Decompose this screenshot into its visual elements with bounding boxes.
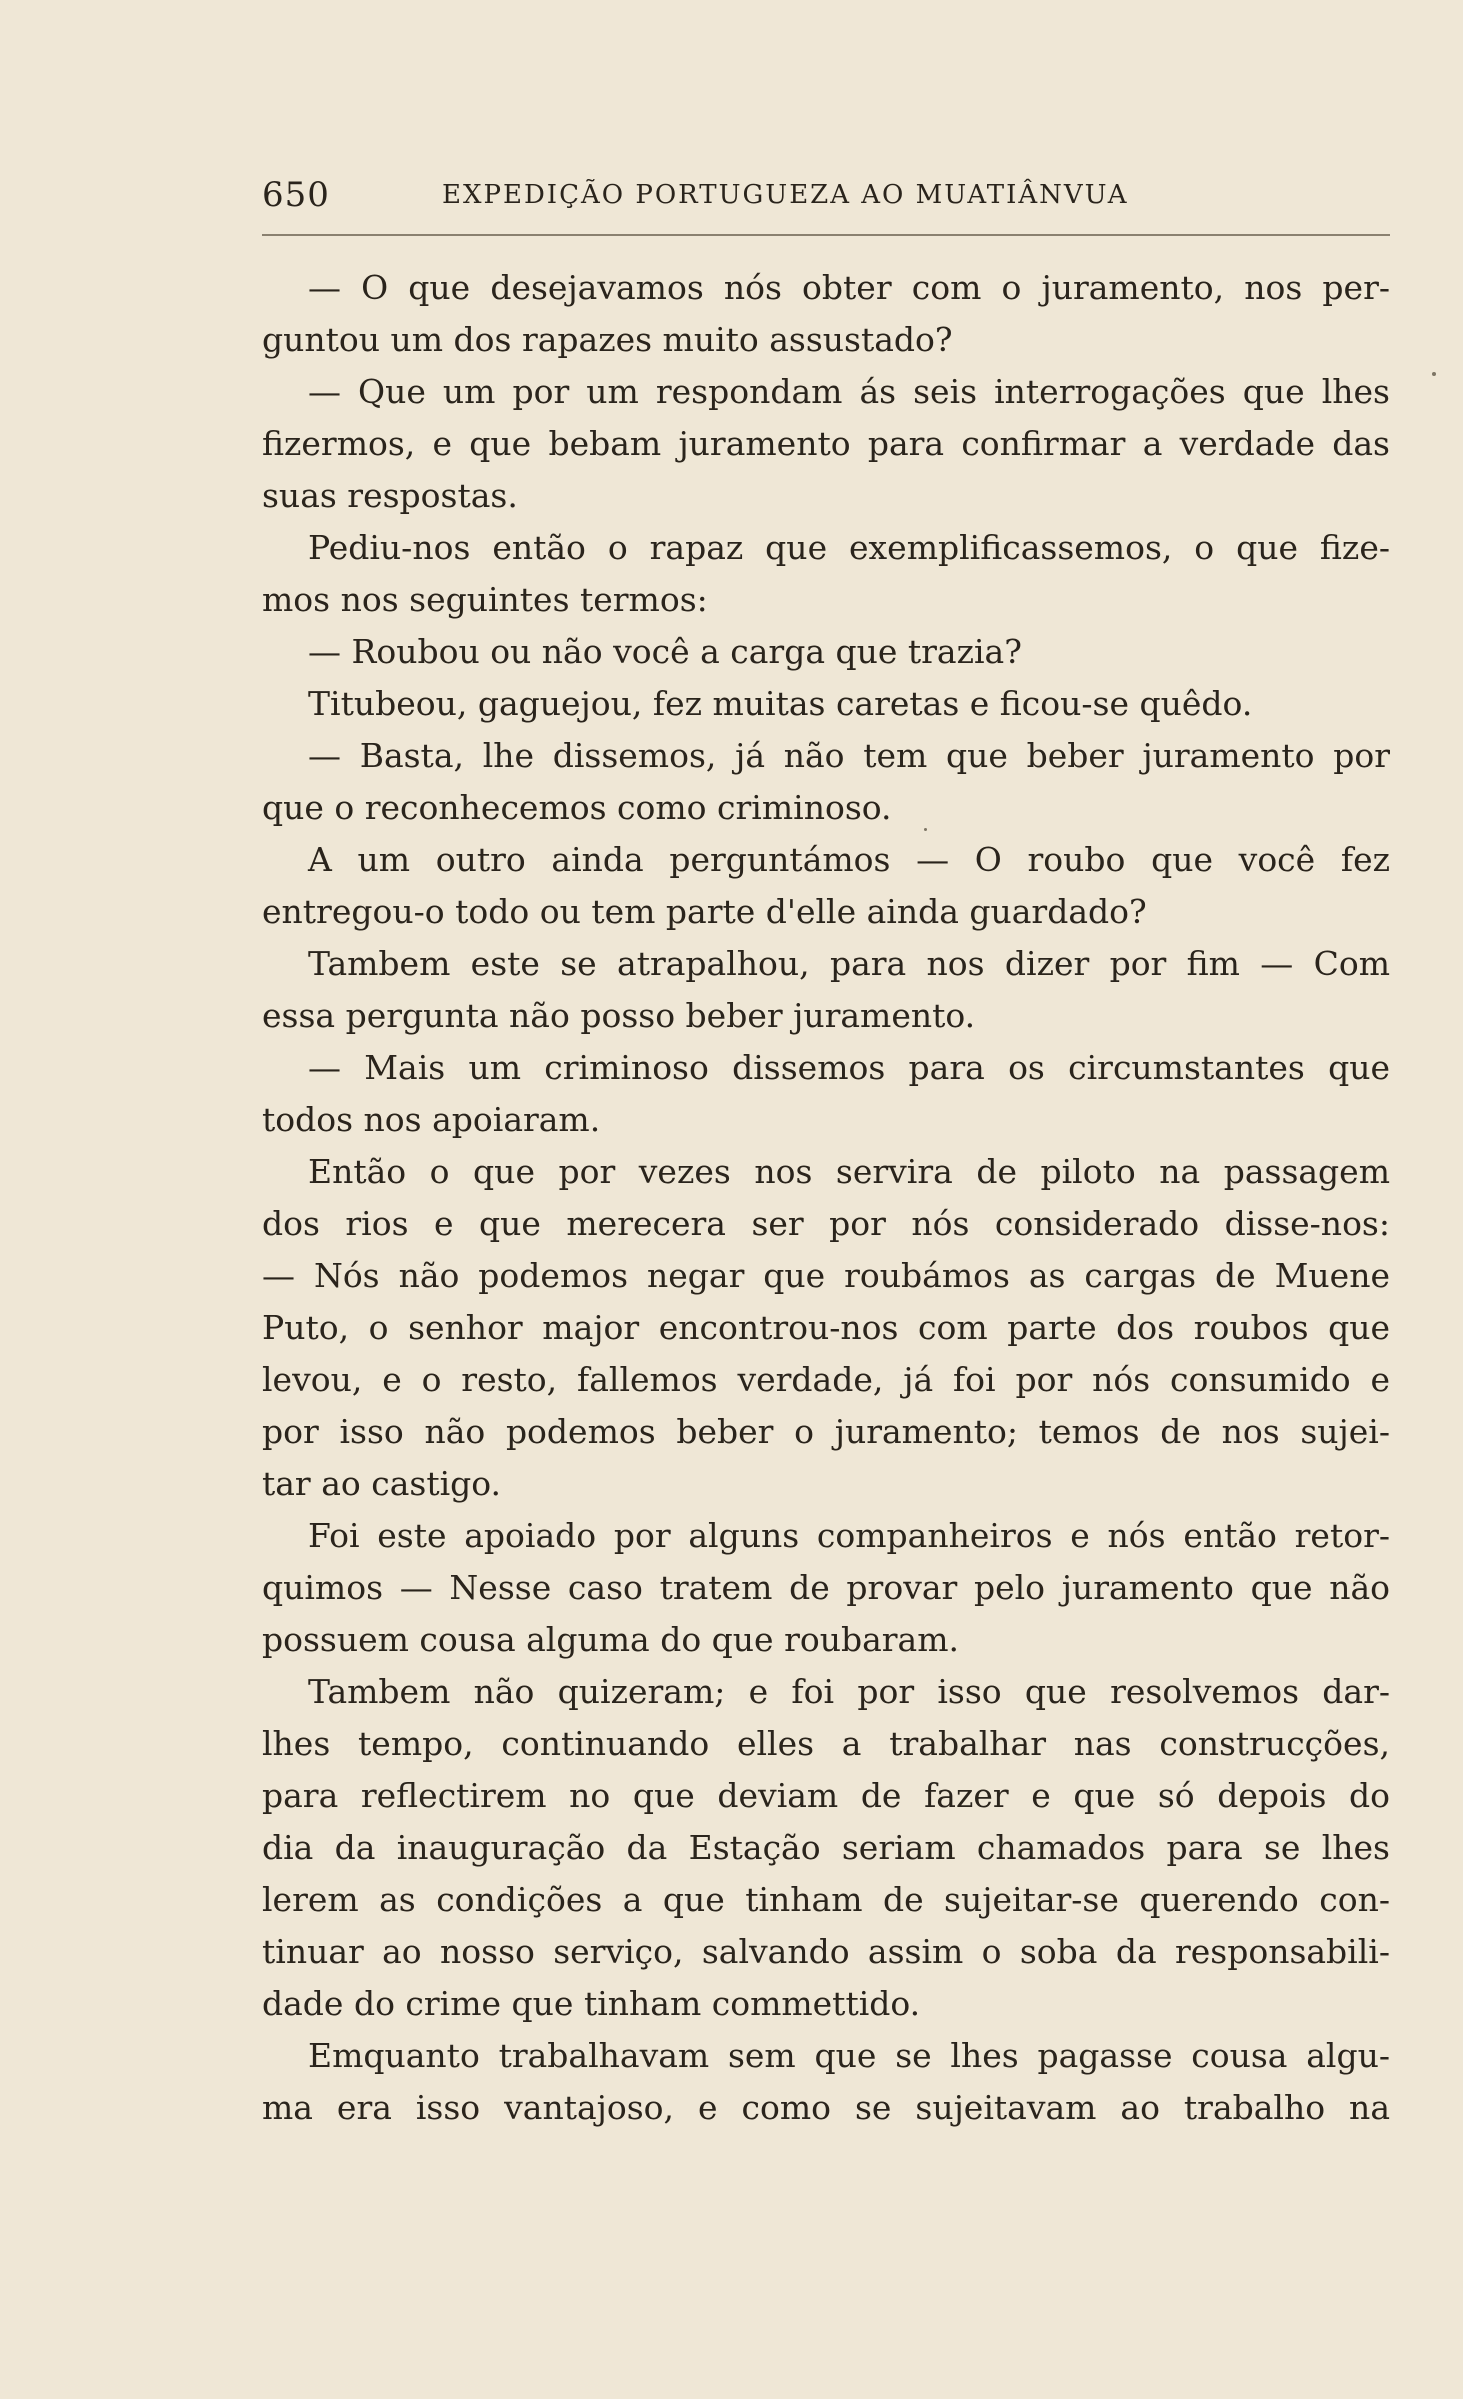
page-number: 650 xyxy=(262,175,330,215)
text-line: possuem cousa alguma do que roubaram. xyxy=(262,1620,959,1659)
text-line: guntou um dos rapazes muito assustado? xyxy=(262,320,953,359)
text-line: Puto, o senhor major encontrou-nos com parte dos roubos que xyxy=(262,1308,1390,1347)
header-rule xyxy=(262,234,1390,236)
text-line: — Que um por um respondam ás seis interrogações que lhes xyxy=(308,372,1390,411)
body-text xyxy=(262,262,1390,2134)
text-line: Emquanto trabalhavam sem que se lhes pagasse cousa algu- xyxy=(308,2036,1390,2075)
text-line: entregou-o todo ou tem parte d'elle ainda guardado? xyxy=(262,892,1147,931)
text-line: dia da inauguração da Estação seriam chamados para se lhes xyxy=(262,1828,1390,1867)
text-line: lhes tempo, continuando elles a trabalhar nas construcções, xyxy=(262,1724,1390,1763)
text-line: — Basta, lhe dissemos, já não tem que beber juramento por xyxy=(308,736,1390,775)
text-line: — O que desejavamos nós obter com o juramento, nos per- xyxy=(308,268,1390,307)
text-line: Tambem este se atrapalhou, para nos dizer por fim — Com xyxy=(308,944,1390,983)
paper-speck xyxy=(1432,372,1436,376)
text-line: — Nós não podemos negar que roubámos as cargas de Muene xyxy=(262,1256,1390,1295)
text-line: ma era isso vantajoso, e como se sujeitavam ao trabalho na xyxy=(262,2088,1390,2127)
text-line: que o reconhecemos como criminoso. xyxy=(262,788,892,827)
text-line: fizermos, e que bebam juramento para confirmar a verdade das xyxy=(262,424,1390,463)
text-line: lerem as condições a que tinham de sujeitar-se querendo con- xyxy=(262,1880,1390,1919)
text-line: todos nos apoiaram. xyxy=(262,1100,601,1139)
paper-speck xyxy=(924,828,927,831)
text-line: dade do crime que tinham commettido. xyxy=(262,1984,921,2023)
text-line: tar ao castigo. xyxy=(262,1464,502,1503)
text-line: — Roubou ou não você a carga que trazia? xyxy=(308,632,1022,671)
text-line: suas respostas. xyxy=(262,476,518,515)
text-line: levou, e o resto, fallemos verdade, já foi por nós consumido e xyxy=(262,1360,1390,1399)
text-line: dos rios e que merecera ser por nós considerado disse-nos: xyxy=(262,1204,1390,1243)
text-line: quimos — Nesse caso tratem de provar pelo juramento que não xyxy=(262,1568,1390,1607)
text-line: mos nos seguintes termos: xyxy=(262,580,708,619)
text-line: Então o que por vezes nos servira de piloto na passagem xyxy=(308,1152,1390,1191)
text-line: essa pergunta não posso beber juramento. xyxy=(262,996,976,1035)
text-line: para reflectirem no que deviam de fazer e que só depois do xyxy=(262,1776,1390,1815)
text-line: Foi este apoiado por alguns companheiros e nós então retor- xyxy=(308,1516,1390,1555)
text-line: Titubeou, gaguejou, fez muitas caretas e ficou-se quêdo. xyxy=(308,684,1253,723)
page-header xyxy=(262,165,1390,225)
text-line: tinuar ao nosso serviço, salvando assim o soba da responsabili- xyxy=(262,1932,1390,1971)
text-line: Tambem não quizeram; e foi por isso que resolvemos dar- xyxy=(308,1672,1390,1711)
text-line: Pediu-nos então o rapaz que exemplificassemos, o que fize- xyxy=(308,528,1390,567)
text-line: por isso não podemos beber o juramento; temos de nos sujei- xyxy=(262,1412,1390,1451)
text-line: A um outro ainda perguntámos — O roubo que você fez xyxy=(308,840,1390,879)
running-title: EXPEDIÇÃO PORTUGUEZA AO MUATIÂNVUA xyxy=(442,180,1129,210)
text-line: — Mais um criminoso dissemos para os circumstantes que xyxy=(308,1048,1390,1087)
